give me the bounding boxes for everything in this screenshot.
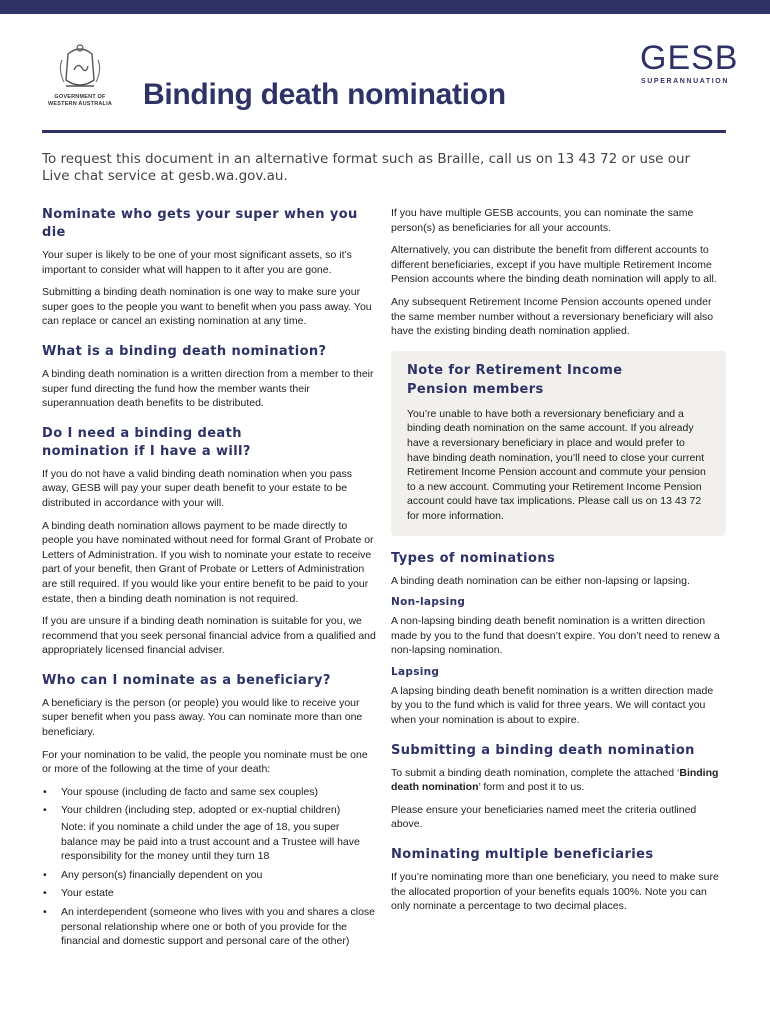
heading-lapsing: Lapsing: [391, 665, 440, 678]
crest-icon: [56, 40, 104, 94]
right-column: [391, 206, 726, 922]
intro-text: To request this document in an alternative format such as Braille, call us on 13 43 72 or use our Live chat service at gesb.wa.gov.au.: [42, 151, 691, 184]
gesb-logo: [640, 39, 739, 85]
section-types: [391, 550, 726, 728]
page-title: Binding death nomination: [143, 78, 506, 111]
bullet-icon: •: [43, 785, 47, 798]
heading-nominate: Nominate who gets your super when you die: [42, 207, 358, 240]
note-heading: Note for Retirement Income Pension members: [407, 362, 623, 397]
paragraph: A beneficiary is the person (or people) you would like to receive your super benefit when you pass away. You can nominate more than one beneficiary.: [42, 696, 363, 739]
paragraph: Please ensure your beneficiaries named meet the criteria outlined above.: [391, 803, 697, 831]
children-note: Note: if you nominate a child under the age of 18, you super balance may be paid into a trust account and a Trustee will have responsibility for the money until they turn 18: [61, 821, 360, 863]
list-item-text: Your estate: [61, 887, 114, 900]
text-part: To submit a binding death nomination, complete the attached ‘: [391, 766, 680, 779]
paragraph: A binding death nomination is a written direction from a member to their super fund directing the fund how the member wants their superannuation death benefits to be distributed.: [42, 367, 374, 410]
heading-will: Do I need a binding death nomination if I have a will?: [42, 425, 251, 459]
paragraph: Alternatively, you can distribute the benefit from different accounts to different beneficiaries, except if you have multiple Retirement Income Pension accounts where the binding death nomination will apply to all.: [391, 244, 717, 286]
section-nominate: [42, 206, 378, 329]
gov-line2: WESTERN AUSTRALIA: [48, 100, 112, 107]
heading-multiple: Nominating multiple beneficiaries: [391, 847, 654, 863]
list-item: [42, 886, 378, 901]
bullet-icon: •: [43, 887, 47, 900]
bullet-icon: •: [43, 906, 47, 918]
beneficiary-list: [42, 785, 378, 818]
heading-types: Types of nominations: [391, 550, 556, 566]
paragraph: A lapsing binding death benefit nomination is a written direction made by you to the fund which is valid for three years. We will contact you when your nomination is about to expire.: [391, 684, 714, 727]
list-item-text: Your spouse (including de facto and same sex couples): [61, 785, 319, 798]
section-submit: [391, 742, 726, 832]
top-banner: [0, 0, 770, 14]
paragraph: For your nomination to be valid, the people you nominate must be one or more of the following at the time of your death:: [42, 748, 368, 776]
paragraph: If you are unsure if a binding death nomination is suitable for you, we recommend that you seek personal financial advice from a qualified and appropriately licensed financial adviser.: [42, 615, 376, 657]
bullet-icon: •: [43, 868, 47, 881]
paragraph: A non-lapsing binding death benefit nomination is a written direction made by you to the fund that doesn’t expire. You don’t need to renew a non-lapsing nomination.: [391, 615, 720, 657]
list-item: [42, 905, 378, 949]
section-will: [42, 425, 378, 658]
paragraph: [391, 766, 726, 795]
header-divider: [42, 130, 726, 133]
form-name: Binding death nomination: [391, 766, 719, 794]
paragraph: If you do not have a valid binding death nomination when you pass away, GESB will pay your super death benefit to your estate to be distributed in accordance with your will.: [42, 467, 352, 509]
pension-note-box: [391, 351, 726, 536]
paragraph: Your super is likely to be one of your most significant assets, so it’s important to consider what will happen to it after you are gone.: [42, 249, 352, 276]
paragraph: A binding death nomination allows payment to be made directly to people you have nominated without need for formal Grant of Probate or Letters of Administration. If you wish to nominate your estate to receive part of your benefit, then Grant of Probate or Letters of Administration are still required. If you would like your entire benefit to be paid to your estate, then a binding death nomination is not required.: [42, 519, 374, 605]
list-item: [42, 785, 378, 800]
text-part: ’ form and post it to us.: [478, 781, 585, 794]
logo-wordmark: GESB: [640, 39, 739, 77]
section-what-is: [42, 343, 378, 411]
bullet-icon: •: [43, 804, 47, 817]
section-who: [42, 672, 378, 949]
beneficiary-list-cont: [42, 868, 378, 949]
heading-non-lapsing: Non-lapsing: [391, 596, 466, 609]
paragraph: Submitting a binding death nomination is one way to make sure your super goes to the people you want to benefit when you pass away. You can replace or cancel an existing nomination at any time.: [42, 286, 372, 328]
list-item: [42, 803, 378, 818]
note-body: You’re unable to have both a reversionary beneficiary and a binding death nomination on the same account. If you already have a reversionary beneficiary in place and would prefer to have binding death nomination, you’ll need to close your current Retirement Income Pension account and commute your pension to a new account. Commuting your Retirement Income Pension account could have tax implications. Please call us on 13 43 72 for more information.: [407, 407, 706, 522]
paragraph: If you have multiple GESB accounts, you can nominate the same person(s) as beneficiaries for all your accounts.: [391, 207, 694, 234]
paragraph: A binding death nomination can be either non-lapsing or lapsing.: [391, 574, 690, 587]
gov-line1: GOVERNMENT OF: [54, 94, 106, 100]
paragraph: If you’re nominating more than one beneficiary, you need to make sure the allocated proportion of your benefits equals 100%. Note you can only nominate a percentage to two decimal places.: [391, 871, 719, 913]
list-item-text: Any person(s) financially dependent on you: [61, 868, 263, 881]
heading-who: Who can I nominate as a beneficiary?: [42, 672, 331, 688]
heading-submit: Submitting a binding death nomination: [391, 742, 695, 758]
left-column: [42, 206, 378, 953]
government-crest: [42, 40, 118, 112]
section-multiple: [391, 846, 726, 914]
heading-what-is: What is a binding death nomination?: [42, 343, 327, 359]
paragraph: Any subsequent Retirement Income Pension accounts opened under the same member number without a reversionary beneficiary will also have the existing binding death nomination applied.: [391, 295, 714, 338]
list-item-text: An interdependent (someone who lives with you and shares a close personal relationship where one or both of you provide for the financial and domestic support and personal care of the other): [61, 906, 376, 948]
list-item-text: Your children (including step, adopted or ex-nuptial children): [61, 804, 341, 817]
list-item: [42, 868, 378, 883]
logo-subtitle: SUPERANNUATION: [641, 78, 729, 85]
